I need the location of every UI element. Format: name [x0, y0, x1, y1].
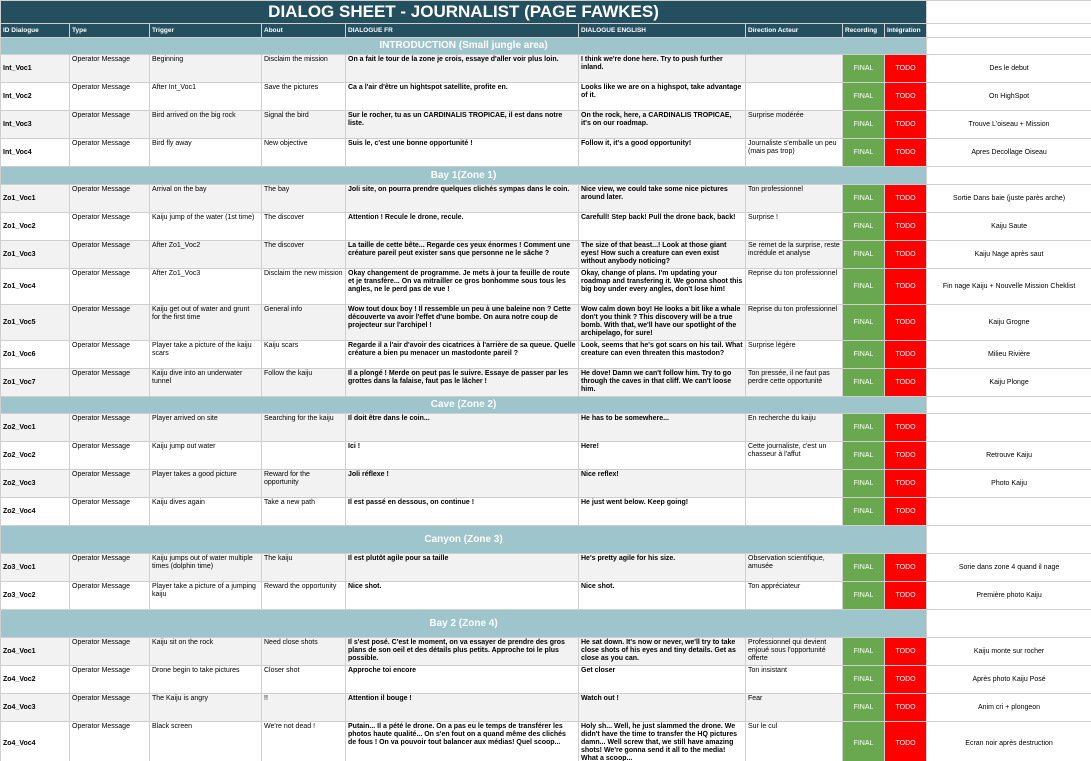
- cell-type[interactable]: Operator Message: [70, 554, 150, 582]
- cell-type[interactable]: Operator Message: [70, 582, 150, 610]
- cell-direction[interactable]: Observation scientifique, amusée: [746, 554, 843, 582]
- cell-integration[interactable]: TODO: [885, 341, 927, 369]
- cell-dialogue-fr[interactable]: Il doit être dans le coin...: [346, 414, 579, 442]
- cell-type[interactable]: Operator Message: [70, 470, 150, 498]
- header-integration[interactable]: Intégration: [885, 24, 927, 38]
- cell-about[interactable]: New objective: [262, 139, 346, 167]
- empty-cell[interactable]: [927, 167, 1091, 185]
- section-header-row: [1, 610, 1091, 638]
- cell-direction[interactable]: Fear: [746, 694, 843, 722]
- cell-note[interactable]: Retrouve Kaiju: [927, 442, 1091, 470]
- table-row: [1, 269, 1091, 305]
- section-header-row: [1, 526, 1091, 554]
- cell-id[interactable]: Zo1_Voc1: [1, 185, 70, 213]
- empty-cell[interactable]: [927, 610, 1091, 638]
- cell-direction[interactable]: [746, 498, 843, 526]
- cell-note[interactable]: Milieu Rivière: [927, 341, 1091, 369]
- table-row: [1, 213, 1091, 241]
- cell-about[interactable]: !!: [262, 694, 346, 722]
- table-row: [1, 341, 1091, 369]
- cell-dialogue-fr[interactable]: Il est passé en dessous, on continue !: [346, 498, 579, 526]
- header-dialogue-english[interactable]: DIALOGUE ENGLISH: [579, 24, 746, 38]
- header-trigger[interactable]: Trigger: [150, 24, 262, 38]
- cell-trigger[interactable]: After Zo1_Voc3: [150, 269, 262, 305]
- header-direction[interactable]: Direction Acteur: [746, 24, 843, 38]
- cell-about[interactable]: Closer shot: [262, 666, 346, 694]
- cell-id[interactable]: Zo2_Voc3: [1, 470, 70, 498]
- table-row: [1, 470, 1091, 498]
- cell-dialogue-en[interactable]: Follow it, it's a good opportunity!: [579, 139, 746, 167]
- cell-note[interactable]: [927, 414, 1091, 442]
- cell-dialogue-en[interactable]: Nice shot.: [579, 582, 746, 610]
- cell-dialogue-fr[interactable]: On a fait le tour de la zone je crois, essaye d'aller voir plus loin.: [346, 55, 579, 83]
- cell-type[interactable]: Operator Message: [70, 55, 150, 83]
- cell-id[interactable]: Zo1_Voc4: [1, 269, 70, 305]
- cell-id[interactable]: Zo2_Voc4: [1, 498, 70, 526]
- cell-trigger[interactable]: Beginning: [150, 55, 262, 83]
- cell-integration[interactable]: TODO: [885, 369, 927, 397]
- header-about[interactable]: About: [262, 24, 346, 38]
- cell-recording[interactable]: FINAL: [843, 139, 885, 167]
- cell-note[interactable]: Kaiju Plonge: [927, 369, 1091, 397]
- cell-dialogue-en[interactable]: He's pretty agile for his size.: [579, 554, 746, 582]
- cell-about[interactable]: We're not dead !: [262, 722, 346, 761]
- cell-dialogue-fr[interactable]: Ca a l'air d'être un hightspot satellite, profite en.: [346, 83, 579, 111]
- header-recording[interactable]: Recording: [843, 24, 885, 38]
- cell-trigger[interactable]: Arrival on the bay: [150, 185, 262, 213]
- cell-integration[interactable]: TODO: [885, 442, 927, 470]
- cell-trigger[interactable]: Player take a picture of the kaiju scars: [150, 341, 262, 369]
- cell-dialogue-en[interactable]: Wow calm down boy! He looks a bit like a whale don't you think ? This discovery will be a true bomb. With that, we'll have our spotlight of the archipelago, for sure!: [579, 305, 746, 341]
- cell-about[interactable]: Signal the bird: [262, 111, 346, 139]
- cell-type[interactable]: Operator Message: [70, 305, 150, 341]
- cell-direction[interactable]: Surprise modérée: [746, 111, 843, 139]
- cell-recording[interactable]: FINAL: [843, 111, 885, 139]
- cell-dialogue-en[interactable]: On the rock, here, a CARDINALIS TROPICAE, it's on our roadmap.: [579, 111, 746, 139]
- cell-integration[interactable]: TODO: [885, 470, 927, 498]
- cell-integration[interactable]: TODO: [885, 554, 927, 582]
- table-row: [1, 83, 1091, 111]
- cell-trigger[interactable]: Kaiju get out of water and grunt for the first time: [150, 305, 262, 341]
- cell-type[interactable]: Operator Message: [70, 213, 150, 241]
- cell-recording[interactable]: FINAL: [843, 666, 885, 694]
- table-row: [1, 414, 1091, 442]
- cell-trigger[interactable]: Kaiju jumps out of water multiple times (dolphin time): [150, 554, 262, 582]
- cell-dialogue-en[interactable]: I think we're done here. Try to push further inland.: [579, 55, 746, 83]
- cell-dialogue-en[interactable]: He just went below. Keep going!: [579, 498, 746, 526]
- cell-note[interactable]: Trouve L'oiseau + Mission: [927, 111, 1091, 139]
- cell-dialogue-en[interactable]: Holy sh... Well, he just slammed the drone. We didn't have the time to transfer the HQ pictures damn... Well screw that, we still have amazing shots! We're gonna send it all to the media! What a scoop...: [579, 722, 746, 761]
- empty-cell[interactable]: [927, 1, 1091, 24]
- cell-dialogue-fr[interactable]: Il s'est posé. C'est le moment, on va essayer de prendre des gros plans de son oeil et des détails plus petits. Approche toi le plus possible.: [346, 638, 579, 666]
- cell-type[interactable]: Operator Message: [70, 638, 150, 666]
- cell-direction[interactable]: [746, 83, 843, 111]
- cell-note[interactable]: Des le debut: [927, 55, 1091, 83]
- table-row: [1, 638, 1091, 666]
- cell-note[interactable]: Apres Decollage Oiseau: [927, 139, 1091, 167]
- cell-direction[interactable]: Ton insistant: [746, 666, 843, 694]
- table-row: [1, 241, 1091, 269]
- cell-trigger[interactable]: The Kaiju is angry: [150, 694, 262, 722]
- cell-recording[interactable]: FINAL: [843, 55, 885, 83]
- header-row: [1, 24, 1091, 38]
- cell-integration[interactable]: TODO: [885, 213, 927, 241]
- cell-trigger[interactable]: Drone begin to take pictures: [150, 666, 262, 694]
- cell-dialogue-fr[interactable]: Il est plutôt agile pour sa taille: [346, 554, 579, 582]
- cell-id[interactable]: Zo3_Voc2: [1, 582, 70, 610]
- cell-integration[interactable]: TODO: [885, 305, 927, 341]
- cell-integration[interactable]: TODO: [885, 638, 927, 666]
- cell-dialogue-fr[interactable]: Wow tout doux boy ! Il ressemble un peu à une baleine non ? Cette découverte va avoir l'effet d'une bombe. On aura notre coup de projecteur sur l'archipel !: [346, 305, 579, 341]
- cell-integration[interactable]: TODO: [885, 269, 927, 305]
- cell-integration[interactable]: TODO: [885, 83, 927, 111]
- cell-type[interactable]: Operator Message: [70, 666, 150, 694]
- cell-integration[interactable]: TODO: [885, 582, 927, 610]
- cell-id[interactable]: Zo1_Voc5: [1, 305, 70, 341]
- cell-dialogue-en[interactable]: Looks like we are on a highspot, take advantage of it.: [579, 83, 746, 111]
- cell-type[interactable]: Operator Message: [70, 442, 150, 470]
- cell-direction[interactable]: Surprise légère: [746, 341, 843, 369]
- cell-direction[interactable]: Journaliste s'emballe un peu (mais pas trop): [746, 139, 843, 167]
- table-row: [1, 554, 1091, 582]
- cell-about[interactable]: Follow the kaiju: [262, 369, 346, 397]
- cell-direction[interactable]: Surprise !: [746, 213, 843, 241]
- cell-dialogue-fr[interactable]: Nice shot.: [346, 582, 579, 610]
- cell-integration[interactable]: TODO: [885, 139, 927, 167]
- cell-direction[interactable]: Cette journaliste, c'est un chasseur à l'affut: [746, 442, 843, 470]
- cell-type[interactable]: Operator Message: [70, 722, 150, 761]
- cell-type[interactable]: Operator Message: [70, 139, 150, 167]
- cell-trigger[interactable]: Player takes a good picture: [150, 470, 262, 498]
- empty-cell[interactable]: [927, 526, 1091, 554]
- cell-dialogue-fr[interactable]: Attention il bouge !: [346, 694, 579, 722]
- cell-trigger[interactable]: Kaiju sit on the rock: [150, 638, 262, 666]
- cell-trigger[interactable]: Kaiju jump out water: [150, 442, 262, 470]
- cell-note[interactable]: On HighSpot: [927, 83, 1091, 111]
- cell-about[interactable]: Disclaim the mission: [262, 55, 346, 83]
- cell-about[interactable]: Need close shots: [262, 638, 346, 666]
- cell-dialogue-fr[interactable]: Regarde il a l'air d'avoir des cicatrices à l'arrière de sa queue. Quelle créature a bien pu menacer un mastodonte pareil ?: [346, 341, 579, 369]
- cell-about[interactable]: Reward for the opportunity: [262, 470, 346, 498]
- cell-dialogue-fr[interactable]: Ici !: [346, 442, 579, 470]
- cell-trigger[interactable]: Black screen: [150, 722, 262, 761]
- cell-recording[interactable]: FINAL: [843, 442, 885, 470]
- cell-recording[interactable]: FINAL: [843, 241, 885, 269]
- cell-recording[interactable]: FINAL: [843, 269, 885, 305]
- section-title[interactable]: Bay 1(Zone 1): [1, 167, 927, 185]
- cell-id[interactable]: Zo1_Voc2: [1, 213, 70, 241]
- cell-integration[interactable]: TODO: [885, 666, 927, 694]
- cell-note[interactable]: Ecran noir après destruction: [927, 722, 1091, 761]
- table-row: [1, 666, 1091, 694]
- cell-about[interactable]: The kaiju: [262, 554, 346, 582]
- cell-about[interactable]: General info: [262, 305, 346, 341]
- cell-note[interactable]: Après photo Kaiju Posé: [927, 666, 1091, 694]
- cell-id[interactable]: Zo1_Voc3: [1, 241, 70, 269]
- cell-dialogue-en[interactable]: Get closer: [579, 666, 746, 694]
- cell-type[interactable]: Operator Message: [70, 414, 150, 442]
- cell-direction[interactable]: [746, 470, 843, 498]
- cell-trigger[interactable]: Player arrived on site: [150, 414, 262, 442]
- table-row: [1, 582, 1091, 610]
- cell-about[interactable]: [262, 442, 346, 470]
- cell-type[interactable]: Operator Message: [70, 498, 150, 526]
- section-title[interactable]: INTRODUCTION (Small jungle area): [1, 38, 927, 55]
- section-header-row: [1, 397, 1091, 414]
- cell-integration[interactable]: TODO: [885, 414, 927, 442]
- cell-recording[interactable]: FINAL: [843, 341, 885, 369]
- cell-recording[interactable]: FINAL: [843, 582, 885, 610]
- cell-trigger[interactable]: After Zo1_Voc2: [150, 241, 262, 269]
- cell-id[interactable]: Zo3_Voc1: [1, 554, 70, 582]
- cell-note[interactable]: Kaiju Saute: [927, 213, 1091, 241]
- section-header-row: [1, 38, 1091, 55]
- cell-dialogue-fr[interactable]: Sur le rocher, tu as un CARDINALIS TROPICAE, il est dans notre liste.: [346, 111, 579, 139]
- cell-about[interactable]: Disclaim the new mission: [262, 269, 346, 305]
- cell-dialogue-en[interactable]: Nice reflex!: [579, 470, 746, 498]
- cell-type[interactable]: Operator Message: [70, 185, 150, 213]
- cell-direction[interactable]: Reprise du ton professionnel: [746, 305, 843, 341]
- cell-note[interactable]: Kaiju monte sur rocher: [927, 638, 1091, 666]
- cell-id[interactable]: Zo4_Voc4: [1, 722, 70, 761]
- cell-recording[interactable]: FINAL: [843, 638, 885, 666]
- header-id[interactable]: ID Dialogue: [1, 24, 70, 38]
- cell-recording[interactable]: FINAL: [843, 498, 885, 526]
- cell-type[interactable]: Operator Message: [70, 369, 150, 397]
- cell-recording[interactable]: FINAL: [843, 470, 885, 498]
- cell-direction[interactable]: Ton appréciateur: [746, 582, 843, 610]
- cell-about[interactable]: Save the pictures: [262, 83, 346, 111]
- cell-recording[interactable]: FINAL: [843, 722, 885, 761]
- cell-direction[interactable]: En recherche du kaiju: [746, 414, 843, 442]
- cell-dialogue-en[interactable]: The size of that beast...! Look at those giant eyes! How such a creature can even exist without anybody noticing?: [579, 241, 746, 269]
- cell-recording[interactable]: FINAL: [843, 694, 885, 722]
- table-row: [1, 55, 1091, 83]
- cell-direction[interactable]: [746, 55, 843, 83]
- cell-dialogue-fr[interactable]: La taille de cette bête... Regarde ces yeux énormes ! Comment une créature pareil peut exister sans que personne ne le sâche ?: [346, 241, 579, 269]
- cell-type[interactable]: Operator Message: [70, 111, 150, 139]
- cell-about[interactable]: Searching for the kaiju: [262, 414, 346, 442]
- cell-dialogue-en[interactable]: Okay, change of plans. I'm updating your roadmap and transfering it. We gonna shoot this big boy under every angles, don't lose him!: [579, 269, 746, 305]
- cell-type[interactable]: Operator Message: [70, 241, 150, 269]
- section-title[interactable]: Cave (Zone 2): [1, 397, 927, 414]
- cell-id[interactable]: Int_Voc3: [1, 111, 70, 139]
- cell-recording[interactable]: FINAL: [843, 305, 885, 341]
- table-row: [1, 139, 1091, 167]
- cell-id[interactable]: Zo1_Voc6: [1, 341, 70, 369]
- cell-dialogue-en[interactable]: He has to be somewhere...: [579, 414, 746, 442]
- cell-trigger[interactable]: Bird arrived on the big rock: [150, 111, 262, 139]
- cell-note[interactable]: Anim cri + plongeon: [927, 694, 1091, 722]
- cell-dialogue-fr[interactable]: Approche toi encore: [346, 666, 579, 694]
- cell-trigger[interactable]: Player take a picture of a jumping kaiju: [150, 582, 262, 610]
- cell-type[interactable]: Operator Message: [70, 341, 150, 369]
- cell-id[interactable]: Zo2_Voc1: [1, 414, 70, 442]
- header-type[interactable]: Type: [70, 24, 150, 38]
- cell-dialogue-en[interactable]: Here!: [579, 442, 746, 470]
- cell-dialogue-en[interactable]: He dove! Damn we can't follow him. Try to go through the caves in that cliff. We can't loose him.: [579, 369, 746, 397]
- cell-integration[interactable]: TODO: [885, 694, 927, 722]
- cell-dialogue-fr[interactable]: Joli réflexe !: [346, 470, 579, 498]
- cell-dialogue-en[interactable]: Watch out !: [579, 694, 746, 722]
- cell-recording[interactable]: FINAL: [843, 83, 885, 111]
- cell-about[interactable]: Take a new path: [262, 498, 346, 526]
- cell-id[interactable]: Int_Voc4: [1, 139, 70, 167]
- cell-integration[interactable]: TODO: [885, 111, 927, 139]
- cell-id[interactable]: Zo1_Voc7: [1, 369, 70, 397]
- cell-recording[interactable]: FINAL: [843, 554, 885, 582]
- cell-integration[interactable]: TODO: [885, 241, 927, 269]
- cell-note[interactable]: [927, 498, 1091, 526]
- table-row: [1, 111, 1091, 139]
- cell-note[interactable]: Kaiju Nage après saut: [927, 241, 1091, 269]
- section-header-row: [1, 167, 1091, 185]
- cell-dialogue-fr[interactable]: Okay changement de programme. Je mets à jour ta feuille de route et je transfère... On va mitrailler ce gros bonhomme sous tous les angles, ne le perd pas de vue !: [346, 269, 579, 305]
- cell-type[interactable]: Operator Message: [70, 269, 150, 305]
- cell-recording[interactable]: FINAL: [843, 369, 885, 397]
- cell-about[interactable]: The bay: [262, 185, 346, 213]
- cell-id[interactable]: Int_Voc2: [1, 83, 70, 111]
- cell-type[interactable]: Operator Message: [70, 694, 150, 722]
- cell-trigger[interactable]: After Int_Voc1: [150, 83, 262, 111]
- header-dialogue-fr[interactable]: DIALOGUE FR: [346, 24, 579, 38]
- cell-dialogue-fr[interactable]: Il a plongé ! Merde on peut pas le suivre. Essaye de passer par les grottes dans la falaise, faut pas le lâcher !: [346, 369, 579, 397]
- table-row: [1, 369, 1091, 397]
- table-row: [1, 498, 1091, 526]
- empty-cell[interactable]: [927, 397, 1091, 414]
- cell-direction[interactable]: Ton pressée, il ne faut pas perdre cette opportunité: [746, 369, 843, 397]
- cell-note[interactable]: Sorie dans zone 4 quand il nage: [927, 554, 1091, 582]
- empty-cell[interactable]: [927, 24, 1091, 38]
- cell-note[interactable]: Fin nage Kaiju + Nouvelle Mission Cheklist: [927, 269, 1091, 305]
- cell-direction[interactable]: Ton professionnel: [746, 185, 843, 213]
- section-title[interactable]: Bay 2 (Zone 4): [1, 610, 927, 638]
- cell-integration[interactable]: TODO: [885, 185, 927, 213]
- sheet-title[interactable]: DIALOG SHEET - JOURNALIST (PAGE FAWKES): [1, 1, 927, 24]
- cell-dialogue-en[interactable]: Look, seems that he's got scars on his tail. What creature can even threaten this mastodon?: [579, 341, 746, 369]
- cell-recording[interactable]: FINAL: [843, 213, 885, 241]
- cell-dialogue-fr[interactable]: Putain... Il a pété le drone. On a pas eu le temps de transférer les photos haute qualité... On s'en fout on a quand même des clichés de fous ! On va pouvoir tout balancer aux médias! Quel scoop...: [346, 722, 579, 761]
- cell-direction[interactable]: Se remet de la surprise, reste incrédule et analyse: [746, 241, 843, 269]
- cell-dialogue-en[interactable]: Carefull! Step back! Pull the drone back, back!: [579, 213, 746, 241]
- cell-direction[interactable]: Reprise du ton professionnel: [746, 269, 843, 305]
- empty-cell[interactable]: [927, 38, 1091, 55]
- cell-about[interactable]: The discover: [262, 241, 346, 269]
- table-row: [1, 305, 1091, 341]
- cell-note[interactable]: Première photo Kaiju: [927, 582, 1091, 610]
- cell-type[interactable]: Operator Message: [70, 83, 150, 111]
- section-title[interactable]: Canyon (Zone 3): [1, 526, 927, 554]
- cell-id[interactable]: Zo2_Voc2: [1, 442, 70, 470]
- cell-id[interactable]: Zo4_Voc1: [1, 638, 70, 666]
- table-row: [1, 722, 1091, 761]
- cell-recording[interactable]: FINAL: [843, 414, 885, 442]
- table-row: [1, 442, 1091, 470]
- cell-dialogue-en[interactable]: He sat down. It's now or never, we'll try to take close shots of his eyes and tiny details. Get as close as you can.: [579, 638, 746, 666]
- cell-integration[interactable]: TODO: [885, 722, 927, 761]
- cell-note[interactable]: Kaiju Grogne: [927, 305, 1091, 341]
- cell-id[interactable]: Int_Voc1: [1, 55, 70, 83]
- cell-recording[interactable]: FINAL: [843, 185, 885, 213]
- cell-about[interactable]: The discover: [262, 213, 346, 241]
- cell-dialogue-fr[interactable]: Suis le, c'est une bonne opportunité !: [346, 139, 579, 167]
- cell-note[interactable]: Sortie Dans baie (juste parès arche): [927, 185, 1091, 213]
- table-row: [1, 185, 1091, 213]
- cell-trigger[interactable]: Kaiju jump of the water (1st time): [150, 213, 262, 241]
- cell-id[interactable]: Zo4_Voc2: [1, 666, 70, 694]
- cell-direction[interactable]: Sur le cul: [746, 722, 843, 761]
- cell-trigger[interactable]: Kaiju dive into an underwater tunnel: [150, 369, 262, 397]
- cell-dialogue-fr[interactable]: Attention ! Recule le drone, recule.: [346, 213, 579, 241]
- cell-trigger[interactable]: Kaiju dives again: [150, 498, 262, 526]
- cell-integration[interactable]: TODO: [885, 498, 927, 526]
- cell-trigger[interactable]: Bird fly away: [150, 139, 262, 167]
- cell-dialogue-en[interactable]: Nice view, we could take some nice pictures around later.: [579, 185, 746, 213]
- table-row: [1, 694, 1091, 722]
- cell-note[interactable]: Photo Kaiju: [927, 470, 1091, 498]
- cell-about[interactable]: Reward the opportunity: [262, 582, 346, 610]
- cell-integration[interactable]: TODO: [885, 55, 927, 83]
- cell-id[interactable]: Zo4_Voc3: [1, 694, 70, 722]
- cell-direction[interactable]: Professionnel qui devient enjoué sous l'opportunité offerte: [746, 638, 843, 666]
- cell-dialogue-fr[interactable]: Joli site, on pourra prendre quelques clichés sympas dans le coin.: [346, 185, 579, 213]
- cell-about[interactable]: Kaiju scars: [262, 341, 346, 369]
